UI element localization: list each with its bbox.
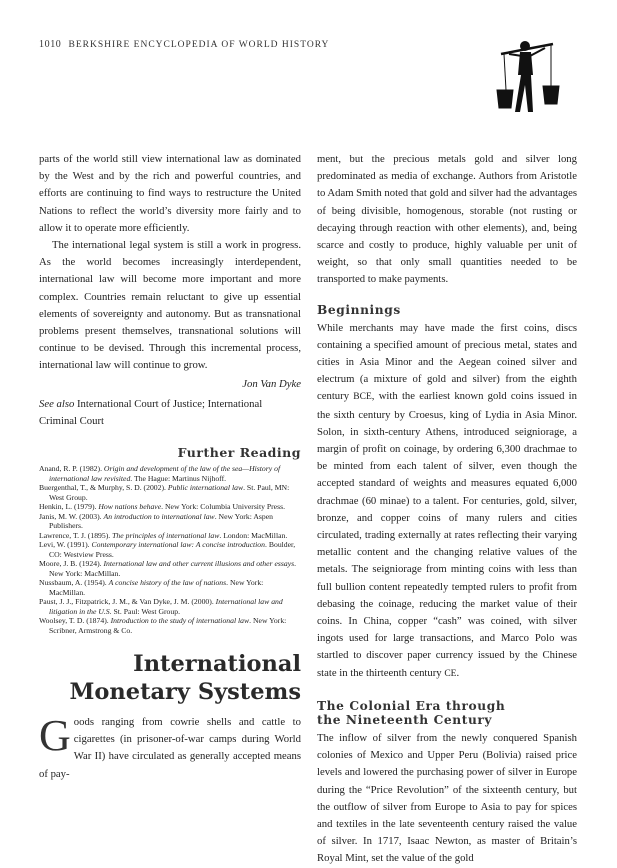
article-intro [39, 711, 301, 783]
article-title-line: Monetary Systems [69, 679, 301, 705]
section-heading-beginnings: Beginnings [317, 302, 401, 317]
book-title: BERKSHIRE ENCYCLOPEDIA OF WORLD HISTORY [68, 40, 330, 50]
body-paragraph: ment, but the precious metals gold and silver long predominated as media of exchange. Authors from Aristotle to Adam Smith noted that gold and silver had the advantages of being divisible, homogenous, storable (not rusting or decaying through reaction with other elements), and, being scarce and costly to produce, highly valuable per unit of weight, so that only small quantities needed to be transported to make payments. [317, 153, 578, 286]
right-column [317, 151, 577, 868]
reference-item: Anand, R. P. (1982). Origin and development of the law of the sea—History of international law revisited. The Hague: Martinus Nijhoff. [39, 464, 281, 483]
reference-item: Levi, W. (1991). Contemporary international law: A concise introduction. Boulder, CO: Westview Press. [39, 540, 296, 559]
reference-list [39, 464, 301, 635]
see-also [39, 396, 301, 430]
drop-cap: G [39, 711, 71, 760]
body-paragraph: parts of the world still view international law as dominated by the West and by the rich and powerful countries, and efforts are continuing to find ways to restructure the United Nations to reflect the world’s diversity more fairly and to allow it to operate more efficiently. [39, 153, 301, 234]
reference-item: Paust, J. J., Fitzpatrick, J. M., & Van Dyke, J. M. (2000). International law and litigation in the U.S. St. Paul: West Group. [39, 597, 283, 616]
see-also-label: See also [39, 397, 75, 410]
see-also-text: International Court of Justice; International Criminal Court [39, 397, 263, 428]
water-carrier-logo-icon [495, 40, 577, 115]
intro-text: oods ranging from cowrie shells and cattle to cigarettes (in prisoner-of-war camps during World War II) have circulated as generally accepted means of pay- [39, 716, 301, 780]
reference-item: Henkin, L. (1979). How nations behave. New York: Columbia University Press. [39, 502, 285, 512]
running-header [39, 39, 329, 50]
author-signature: Jon Van Dyke [242, 377, 301, 390]
body-paragraph: While merchants may have made the first coins, discs containing a specified amount of precious metal, states and cities in Asia Minor and the Aegean coined silver and electrum (a mixture of gold and silver) from the eighth century BCE, with the earliest known gold coins issued in the sixth century by Croesus, king of Lydia in Asia Minor. Solon, in sixth-century Athens, introduced seigniorage, a margin of profit on coinage, by ordering 6,300 drachmae to be minted from each talent of silver, even though the accepted standard of weights and measures equated 6,000 drachmae (60 minae) to a talent. For centuries, gold, silver, bronze, and copper coins of many rulers and cities circulated, trading externally at rates reflecting their varying metallic content and the changing relative values of the metals. The seigniorage from minting coins with less than full bullion content repeatedly tempted rulers to profit from debasing the coinage, reducing the market value of their coins. In China, copper “cash” was coined, with silver ingots used for large transactions, and Marco Polo was startled to discover paper currency issued by the Chinese state in the thirteenth century CE. [317, 321, 577, 679]
era-abbrev: BCE [353, 392, 372, 403]
era-abbrev: CE [444, 668, 457, 679]
left-column [39, 151, 301, 635]
section-heading-colonial-era: The Colonial Era through the Nineteenth Century [317, 698, 506, 727]
article-title-line: International [133, 651, 301, 677]
reference-item: Janis, M. W. (2003). An introduction to international law. New York: Aspen Publishers. [39, 511, 273, 531]
page-number: 1010 [39, 39, 62, 50]
further-reading-heading: Further Reading [177, 445, 301, 461]
article-title [39, 650, 301, 706]
reference-item: Moore, J. B. (1924). International law and other current illusions and other essays. New York: MacMillan. [39, 559, 297, 578]
body-paragraph: The international legal system is still a work in progress. As the world becomes increasingly interdependent, international law will become more important and more complex. Countries remain reluctant to give up essential elements of sovereignty and autonomy. But as transnational problems present themselves, transnational solutions will continue to be devised. Through this incremental process, international law will continue to grow. [39, 239, 301, 372]
reference-item: Woolsey, T. D. (1874). Introduction to the study of international law. New York: Scribner, Armstrong & Co. [39, 616, 287, 635]
reference-item: Nussbaum, A. (1954). A concise history of the law of nations. New York: MacMillan. [39, 578, 264, 597]
reference-item: Buergenthal, T., & Murphy, S. D. (2002). Public international law. St. Paul, MN: West Group. [39, 483, 290, 502]
reference-item: Lawrence, T. J. (1895). The principles of international law. London: MacMillan. [39, 530, 288, 540]
body-paragraph: The inflow of silver from the newly conquered Spanish colonies of Mexico and Upper Peru (Bolivia) raised price levels and lowered the purchasing power of silver in Europe during the “Price Revolution” of the sixteenth century, but the outflow of silver from Europe to Asia to pay for spices and textiles in the late seventeenth century raised the value of silver. In 1717, Isaac Newton, as master of Britain’s Royal Mint, set the value of the gold [317, 731, 577, 865]
